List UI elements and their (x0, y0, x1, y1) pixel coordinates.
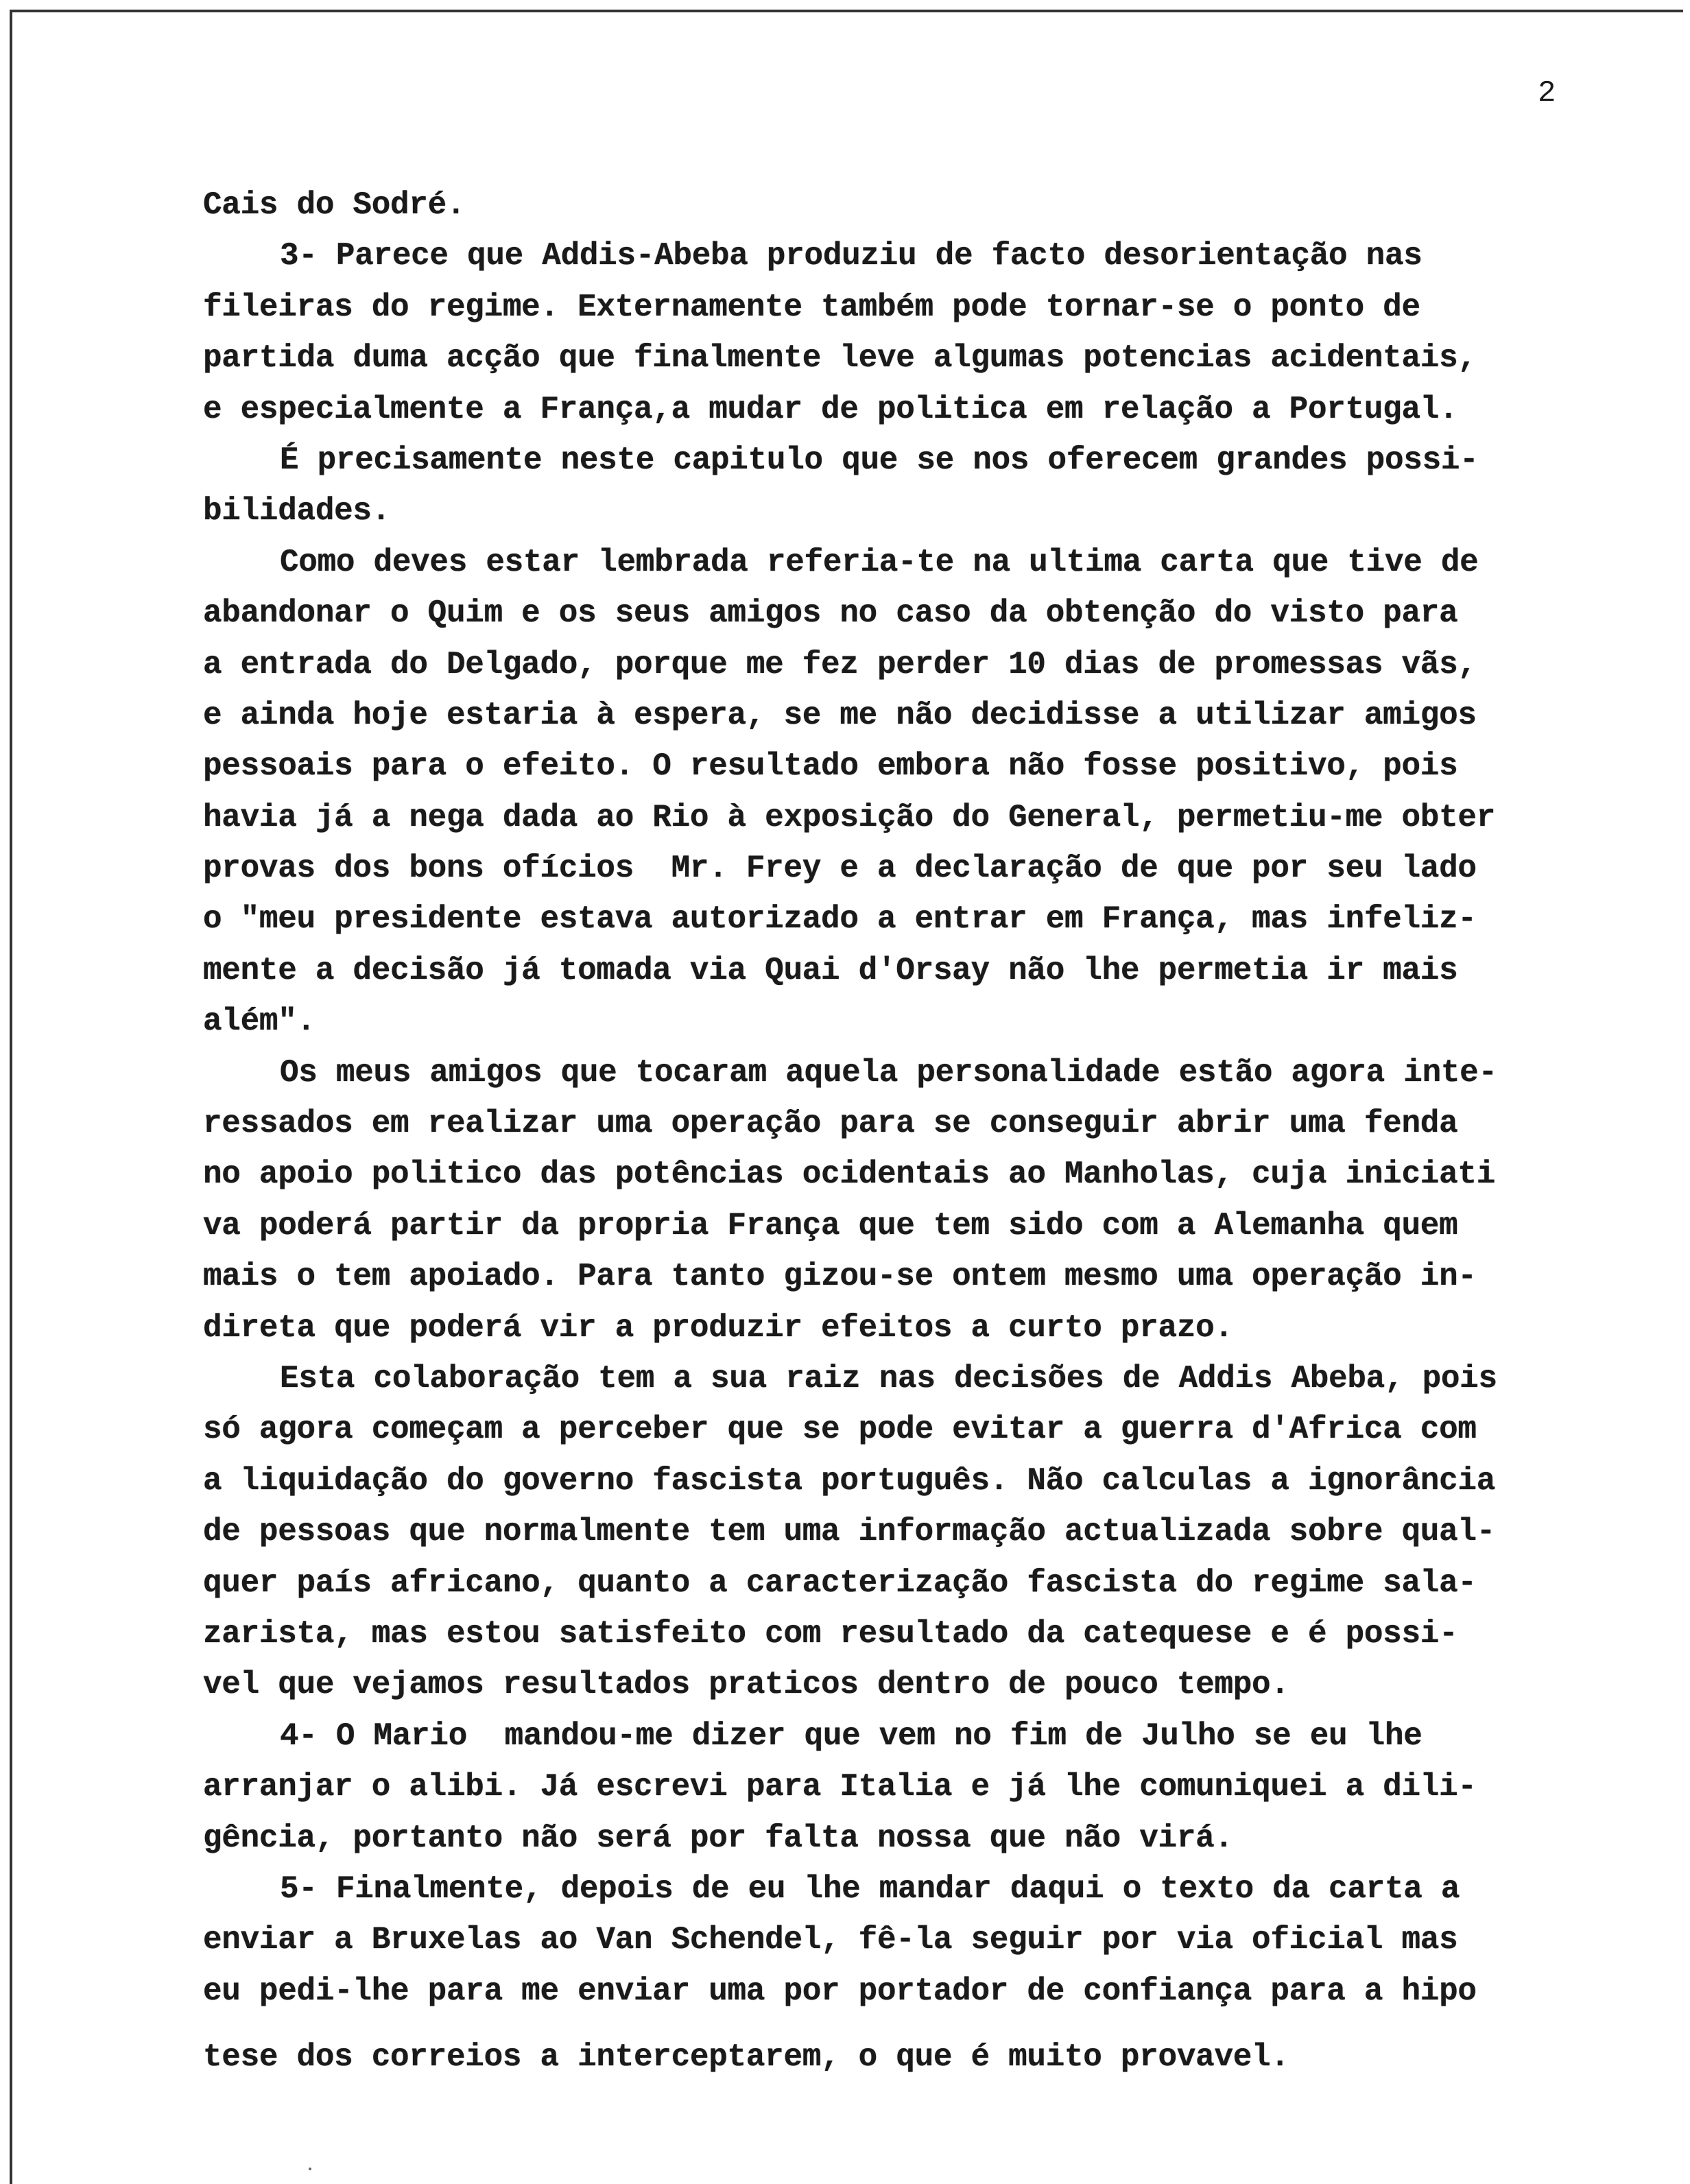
text-line: É precisamente neste capitulo que se nos oferecem grandes possi- (280, 442, 1479, 478)
text-line: zarista, mas estou satisfeito com resultado da catequese e é possi- (203, 1615, 1458, 1652)
text-line: só agora começam a perceber que se pode evitar a guerra d'Africa com (203, 1412, 1477, 1448)
text-line: a entrada do Delgado, porque me fez perder 10 dias de promessas vãs, (203, 646, 1477, 682)
ink-speck (309, 2168, 311, 2170)
text-line: quer país africano, quanto a caracterização fascista do regime sala- (203, 1565, 1477, 1601)
text-line: tese dos correios a interceptarem, o que é muito provavel. (203, 2039, 1289, 2076)
text-line: pessoais para o efeito. O resultado embora não fosse positivo, pois (203, 748, 1458, 785)
text-line: o "meu presidente estava autorizado a entrar em França, mas infeliz- (203, 901, 1477, 938)
letter-body (203, 180, 1657, 2082)
text-line: além". (203, 1004, 316, 1040)
text-line: gência, portanto não será por falta nossa que não virá. (203, 1820, 1233, 1856)
text-line: 5- Finalmente, depois de eu lhe mandar daqui o texto da carta a (280, 1871, 1460, 1907)
text-line: bilidades. (203, 493, 391, 530)
page-border-top (10, 10, 1683, 12)
text-line: Esta colaboração tem a sua raiz nas decisões de Addis Abeba, pois (280, 1360, 1497, 1397)
text-line: eu pedi-lhe para me enviar uma por portador de confiança para a hipo (203, 1973, 1477, 2009)
text-line: 3- Parece que Addis-Abeba produziu de facto desorientação nas (280, 238, 1423, 274)
text-line: direta que poderá vir a produzir efeitos a curto prazo. (203, 1309, 1233, 1346)
text-line: fileiras do regime. Externamente também pode tornar-se o ponto de (203, 289, 1420, 325)
text-line: mente a decisão já tomada via Quai d'Orsay não lhe permetia ir mais (203, 952, 1458, 988)
text-line: arranjar o alibi. Já escrevi para Italia e já lhe comuniquei a dili- (203, 1769, 1477, 1805)
text-line: provas dos bons ofícios Mr. Frey e a declaração de que por seu lado (203, 851, 1477, 887)
text-line: abandonar o Quim e os seus amigos no caso da obtenção do visto para (203, 595, 1458, 632)
text-line: partida duma acção que finalmente leve algumas potencias acidentais, (203, 340, 1477, 377)
text-line: Cais do Sodré. (203, 187, 466, 223)
text-line: ressados em realizar uma operação para se conseguir abrir uma fenda (203, 1106, 1458, 1142)
text-line: mais o tem apoiado. Para tanto gizou-se ontem mesmo uma operação in- (203, 1259, 1477, 1295)
text-line: de pessoas que normalmente tem uma informação actualizada sobre qual- (203, 1514, 1496, 1550)
text-line: va poderá partir da propria França que tem sido com a Alemanha quem (203, 1207, 1458, 1244)
text-line: Os meus amigos que tocaram aquela personalidade estão agora inte- (280, 1054, 1497, 1091)
text-line: Como deves estar lembrada referia-te na ultima carta que tive de (280, 544, 1479, 580)
page-number: 2 (1538, 76, 1556, 110)
text-line: 4- O Mario mandou-me dizer que vem no fim de Julho se eu lhe (280, 1718, 1423, 1754)
text-line: e especialmente a França,a mudar de politica em relação a Portugal. (203, 391, 1458, 427)
page-border-left (10, 10, 12, 2184)
text-line: vel que vejamos resultados praticos dentro de pouco tempo. (203, 1667, 1289, 1703)
text-line: enviar a Bruxelas ao Van Schendel, fê-la seguir por via oficial mas (203, 1922, 1458, 1958)
text-line: a liquidação do governo fascista português. Não calculas a ignorância (203, 1462, 1496, 1499)
text-line: e ainda hoje estaria à espera, se me não decidisse a utilizar amigos (203, 697, 1477, 733)
text-line: no apoio politico das potências ocidentais ao Manholas, cuja iniciati (203, 1156, 1496, 1193)
text-line: havia já a nega dada ao Rio à exposição do General, permetiu-me obter (203, 799, 1496, 835)
